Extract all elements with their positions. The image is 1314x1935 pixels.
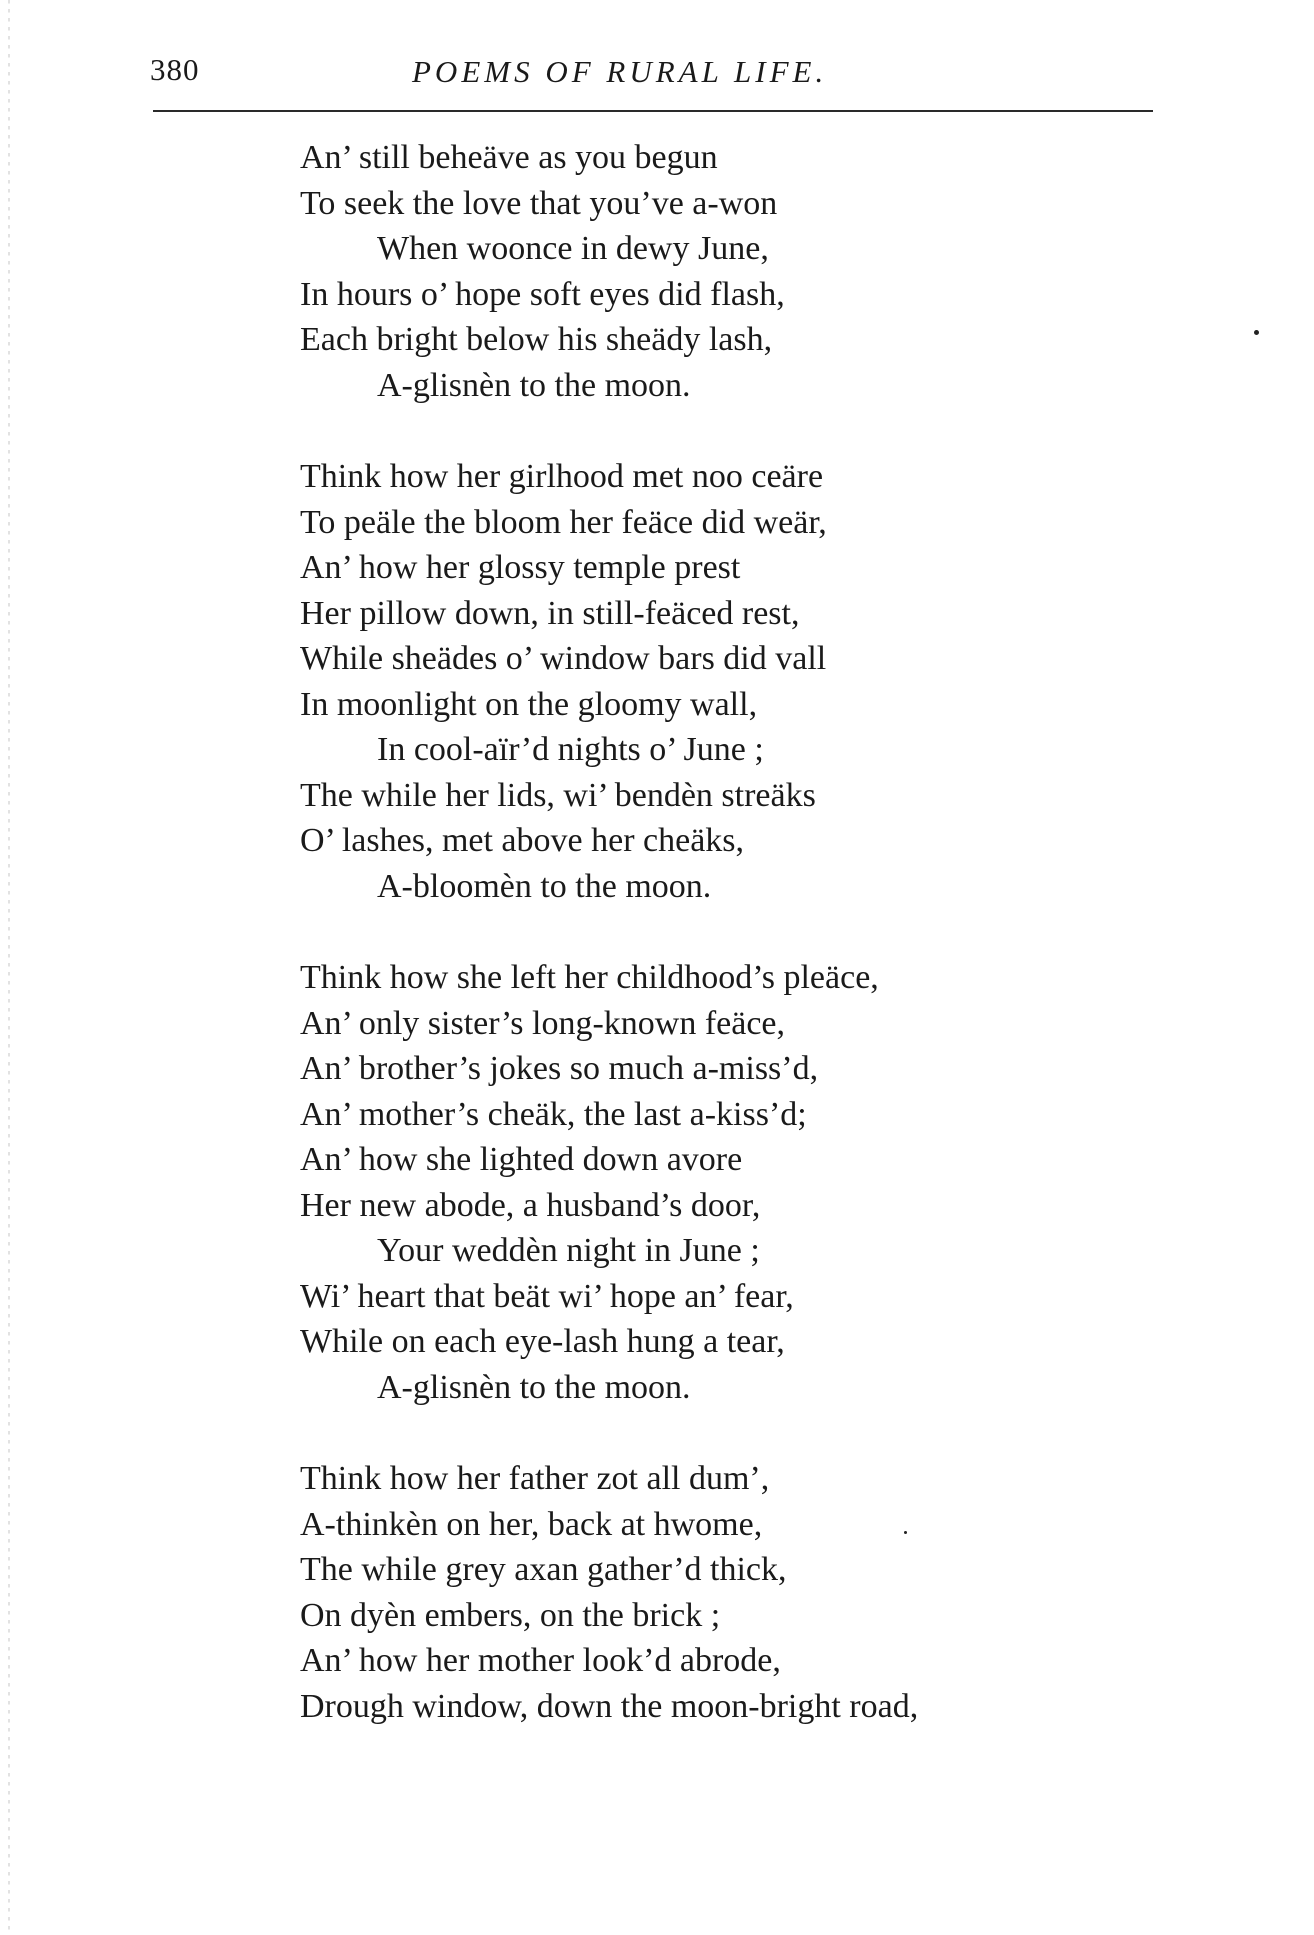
poem-line: An’ how her mother look’d abrode, xyxy=(300,1642,781,1679)
poem-line: To seek the love that you’ve a-won xyxy=(300,184,778,222)
poem-line: In moonlight on the gloomy wall, xyxy=(300,685,758,723)
poem-line: An’ mother’s cheäk, the last a-kiss’d; xyxy=(300,1095,807,1133)
poem-line: A-bloomèn to the moon. xyxy=(377,867,712,905)
poem-line: Each bright below his sheädy lash, xyxy=(300,321,773,358)
stanza xyxy=(300,1456,1160,1729)
poem-line: In hours o’ hope soft eyes did flash, xyxy=(300,275,785,313)
poem-line: Think how she left her childhood’s pleäce, xyxy=(300,959,879,996)
poem-line: While sheädes o’ window bars did vall xyxy=(300,640,827,677)
poem-line: An’ only sister’s long-known feäce, xyxy=(300,1004,786,1042)
page-header xyxy=(150,52,1150,102)
poem-line: Think how her girlhood met noo ceäre xyxy=(300,458,824,495)
poem-line: A-thinkèn on her, back at hwome, xyxy=(300,1505,763,1543)
stanza xyxy=(300,135,1160,408)
poem-line: An’ how she lighted down avore xyxy=(300,1141,743,1178)
poem-line: An’ how her glossy temple prest xyxy=(300,549,741,586)
poem-line: In cool-aïr’d nights o’ June ; xyxy=(377,731,764,768)
page-number: 380 xyxy=(150,52,200,87)
poem-line: A-glisnèn to the moon. xyxy=(377,366,691,404)
poem-line: Drough window, down the moon-bright road, xyxy=(300,1687,919,1725)
poem-line: An’ brother’s jokes so much a-miss’d, xyxy=(300,1050,819,1087)
header-rule xyxy=(153,110,1153,112)
poem-line: While on each eye-lash hung a tear, xyxy=(300,1323,785,1360)
poem-line: Her new abode, a husband’s door, xyxy=(300,1186,761,1224)
poem-line: The while grey axan gather’d thick, xyxy=(300,1551,787,1588)
poem-line: Her pillow down, in still-feäced rest, xyxy=(300,594,800,632)
running-title: POEMS OF RURAL LIFE. xyxy=(412,54,828,89)
poem-line: A-glisnèn to the moon. xyxy=(377,1368,691,1406)
poem-body xyxy=(300,135,1160,1775)
poem-line: Your weddèn night in June ; xyxy=(377,1232,760,1269)
stanza xyxy=(300,955,1160,1410)
stanza xyxy=(300,454,1160,909)
ink-speck xyxy=(1254,330,1259,335)
poem-line: On dyèn embers, on the brick ; xyxy=(300,1596,721,1634)
poem-line: Think how her father zot all dum’, xyxy=(300,1460,770,1497)
poem-line: The while her lids, wi’ bendèn streäks xyxy=(300,776,816,814)
poem-line: Wi’ heart that beät wi’ hope an’ fear, xyxy=(300,1277,794,1315)
poem-line: O’ lashes, met above her cheäks, xyxy=(300,822,745,859)
poem-line: When woonce in dewy June, xyxy=(377,230,769,267)
poem-line: To peäle the bloom her feäce did weär, xyxy=(300,503,827,541)
poem-line: An’ still beheäve as you begun xyxy=(300,139,718,176)
page-edge-shadow xyxy=(8,0,10,1935)
ink-speck xyxy=(904,1531,907,1534)
